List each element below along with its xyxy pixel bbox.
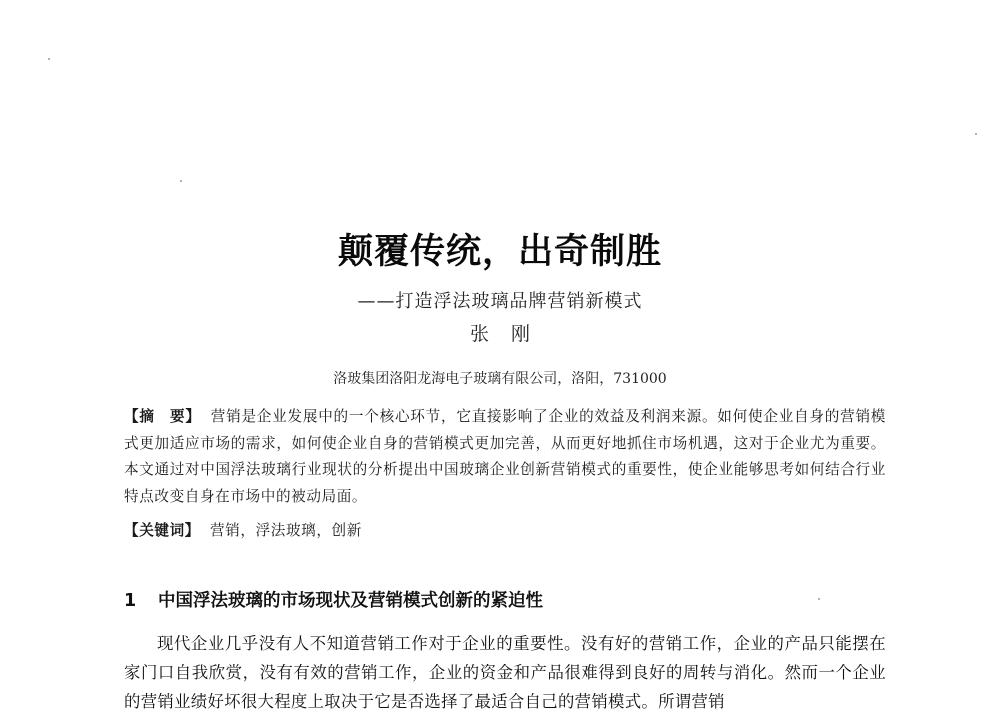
section-heading [124, 587, 886, 612]
abstract-text: 营销是企业发展中的一个核心环节，它直接影响了企业的效益及利润来源。如何使企业自身的营销模式更加适应市场的需求，如何使企业自身的营销模式更加完善，从而更好地抓住市场机遇，这对于企业尤为重要。本文通过对中国浮法玻璃行业现状的分析提出中国玻璃企业创新营销模式的重要性，使企业能够思考如何结合行业特点改变自身在市场中的被动局面。 [124, 408, 886, 505]
body-paragraph: 现代企业几乎没有人不知道营销工作对于企业的重要性。没有好的营销工作，企业的产品只能摆在家门口自我欣赏，没有有效的营销工作，企业的资金和产品很难得到良好的周转与消化。然而一个企业的营销业绩好坏很大程度上取决于它是否选择了最适合自己的营销模式。所谓营销 [124, 634, 886, 711]
abstract [124, 404, 886, 510]
scan-speck [48, 58, 50, 60]
paper-subtitle: ——打造浮法玻璃品牌营销新模式 [357, 291, 643, 312]
section-number: 1 [124, 591, 137, 611]
abstract-label: 【摘 要】 [124, 408, 201, 425]
keywords-label: 【关键词】 [124, 522, 200, 539]
author-name: 张刚 [469, 323, 552, 345]
author-affiliation: 洛玻集团洛阳龙海电子玻璃有限公司，洛阳，731000 [333, 371, 667, 387]
keywords [124, 519, 886, 543]
scan-speck [180, 180, 182, 182]
paper-title: 颠覆传统，出奇制胜 [337, 231, 662, 272]
scan-speck [975, 133, 977, 135]
section-title: 中国浮法玻璃的市场现状及营销模式创新的紧迫性 [158, 591, 543, 611]
keywords-text: 营销，浮法玻璃，创新 [209, 522, 362, 539]
